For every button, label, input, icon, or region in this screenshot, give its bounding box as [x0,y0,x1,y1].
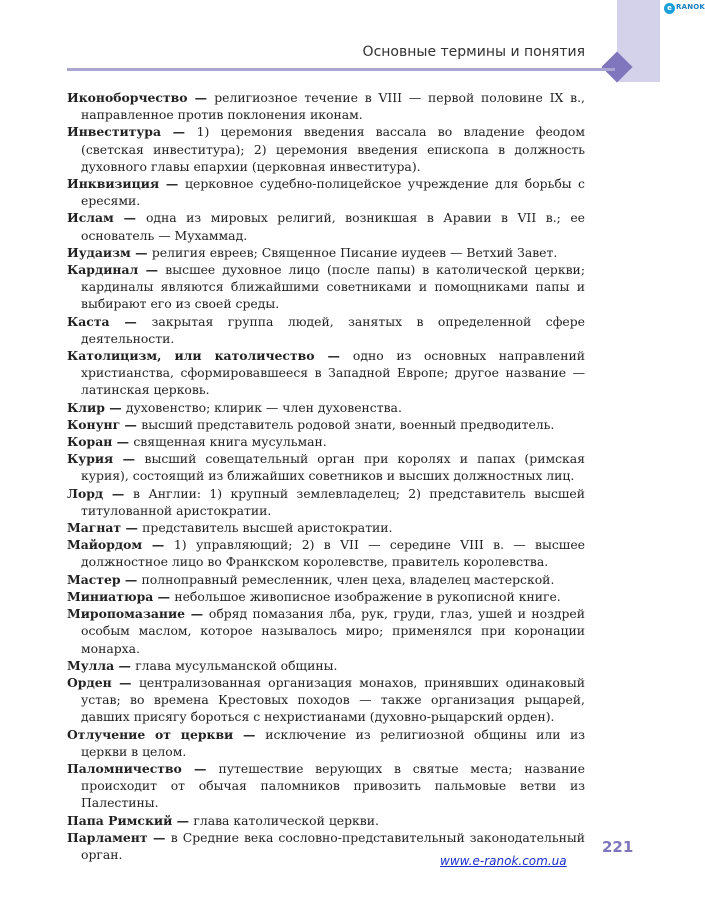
term-dash: — [113,451,145,467]
glossary-term: Парламент [67,829,148,845]
glossary-entry [67,244,585,261]
glossary-entry [67,209,585,243]
glossary-term: Орден [67,674,112,690]
glossary-entry [67,536,585,570]
glossary-definition: исключение из религиозной общины или из церкви в целом. [81,726,585,759]
glossary-term: Иудаизм [67,244,131,260]
glossary-term: Клир [67,399,105,415]
glossary-definition: в Средние века сословно-представительный законодательный орган. [81,829,585,862]
glossary-list [67,89,585,863]
ranok-logo-icon: e [664,3,675,14]
glossary-term: Паломничество [67,760,182,776]
glossary-definition: одно из основных направлений христианства, сформировавшееся в Западной Европе; другое название — латинская церковь. [81,348,585,398]
glossary-definition: небольшое живописное изображение в рукописной книге. [174,588,561,604]
term-dash: — [233,726,266,742]
glossary-entry [67,416,585,433]
term-dash: — [160,124,197,140]
glossary-term: Каста [67,313,110,329]
glossary-definition: путешествие верующих в святые места; название происходит от обычая паломников привозить пальмовые ветви из Палестины. [81,760,585,811]
glossary-entry [67,175,585,209]
header-divider [67,68,615,71]
term-dash: — [142,537,174,553]
glossary-definition: высшее духовное лицо (после папы) в католической церкви; кардиналы являются ближайшими советниками и помощниками папы и выбирают его из своей среды. [81,262,585,312]
term-dash: — [112,434,134,450]
glossary-definition: 1) управляющий; 2) в VII — середине VIII в. — высшее должностное лицо во Франкском королевстве, правитель королевства. [81,537,585,570]
glossary-term: Мастер [67,571,121,587]
glossary-entry [67,123,585,175]
glossary-definition: религиозное течение в VIII — первой половине IX в., направленное против поклонения иконам. [81,90,585,123]
glossary-definition: высший представитель родовой знати, военный предводитель. [141,416,555,432]
glossary-definition: 1) церемония введения вассала во владение феодом (светская инвеститура); 2) церемония введения епископа в должность духовного главы епархии (церковная инвеститура). [81,124,585,174]
page-number: 221 [602,838,634,856]
term-dash: — [121,520,143,536]
publisher-link[interactable]: www.e-ranok.com.ua [440,854,567,868]
glossary-definition: глава мусульманской общины. [135,657,338,673]
brand-name: RANOK [676,3,705,11]
term-dash: — [181,760,219,776]
term-dash: — [147,829,171,845]
term-dash: — [111,674,139,690]
glossary-term: Коран [67,434,113,450]
term-dash: — [109,313,152,329]
glossary-definition: высший совещательный орган при королях и папах (римская курия), состоящий из ближайших советников и высших должностных лиц. [81,451,585,484]
glossary-entry [67,485,585,519]
term-dash: — [187,90,215,105]
glossary-entry [67,313,585,347]
glossary-term: Магнат [67,520,122,536]
glossary-definition: религия евреев; Священное Писание иудеев — Ветхий Завет. [151,244,558,260]
term-dash: — [185,606,209,622]
term-dash: — [114,657,136,673]
glossary-entry [67,450,585,484]
glossary-entry [67,89,585,123]
glossary-entry [67,399,585,416]
term-dash: — [130,244,152,260]
glossary-definition: священная книга мусульман. [133,434,327,450]
glossary-term: Миропомазание [67,606,186,622]
glossary-definition: духовенство; клирик — член духовенства. [125,399,402,415]
glossary-entry [67,726,585,760]
glossary-definition: полноправный ремесленник, член цеха, владелец мастерской. [141,571,555,587]
brand-logo [664,2,705,16]
glossary-entry [67,588,585,605]
glossary-definition: обряд помазания лба, рук, груди, глаз, ушей и ноздрей особым маслом, которое называлось миро; применялся при коронации монарха. [81,606,585,656]
glossary-entry [67,571,585,588]
term-dash: — [104,399,126,415]
glossary-definition: в Англии: 1) крупный землевладелец; 2) представитель высшей титулованной аристократии. [81,485,585,518]
section-title: Основные термины и понятия [362,44,585,60]
term-dash: — [172,812,194,828]
glossary-term: Лорд [67,485,104,501]
glossary-term: Отлучение от церкви [67,726,234,742]
glossary-term: Кардинал [67,262,139,278]
glossary-term: Папа Римский [67,812,173,828]
term-dash: — [103,485,134,501]
glossary-term: Ислам [67,210,114,226]
glossary-entry [67,760,585,812]
glossary-entry [67,674,585,726]
term-dash: — [113,210,146,226]
term-dash: — [314,348,353,364]
term-dash: — [138,262,166,278]
glossary-entry [67,433,585,450]
glossary-definition: одна из мировых религий, возникшая в Аравии в VII в.; ее основатель — Мухаммад. [81,210,585,243]
glossary-term: Инквизиция [67,176,160,192]
term-dash: — [120,571,142,587]
glossary-term: Конунг [67,416,121,432]
glossary-definition: церковное судебно-полицейское учреждение для борьбы с ересями. [81,176,585,209]
term-dash: — [153,588,175,604]
glossary-definition: закрытая группа людей, занятых в определенной сфере деятельности. [81,313,585,346]
glossary-definition: представитель высшей аристократии. [142,520,393,536]
glossary-definition: централизованная организация монахов, принявших одинаковый устав; во времена Крестовых походов — также организация рыцарей, давших присягу бороться с нехристианами (духовно-рыцарский орден). [81,674,585,725]
glossary-entry [67,657,585,674]
glossary-term: Миниатюра [67,588,154,604]
glossary-entry [67,347,585,399]
glossary-term: Курия [67,451,114,467]
glossary-entry [67,261,585,313]
term-dash: — [159,176,186,192]
glossary-term: Инвеститура [67,124,161,140]
glossary-term: Майордом [67,537,143,553]
glossary-term: Католицизм, или католичество [67,348,315,364]
glossary-term: Мулла [67,657,115,673]
glossary-term: Иконоборчество [67,90,188,105]
glossary-definition: глава католической церкви. [193,812,379,828]
glossary-entry [67,812,585,829]
glossary-entry [67,605,585,657]
glossary-entry [67,519,585,536]
term-dash: — [120,416,142,432]
